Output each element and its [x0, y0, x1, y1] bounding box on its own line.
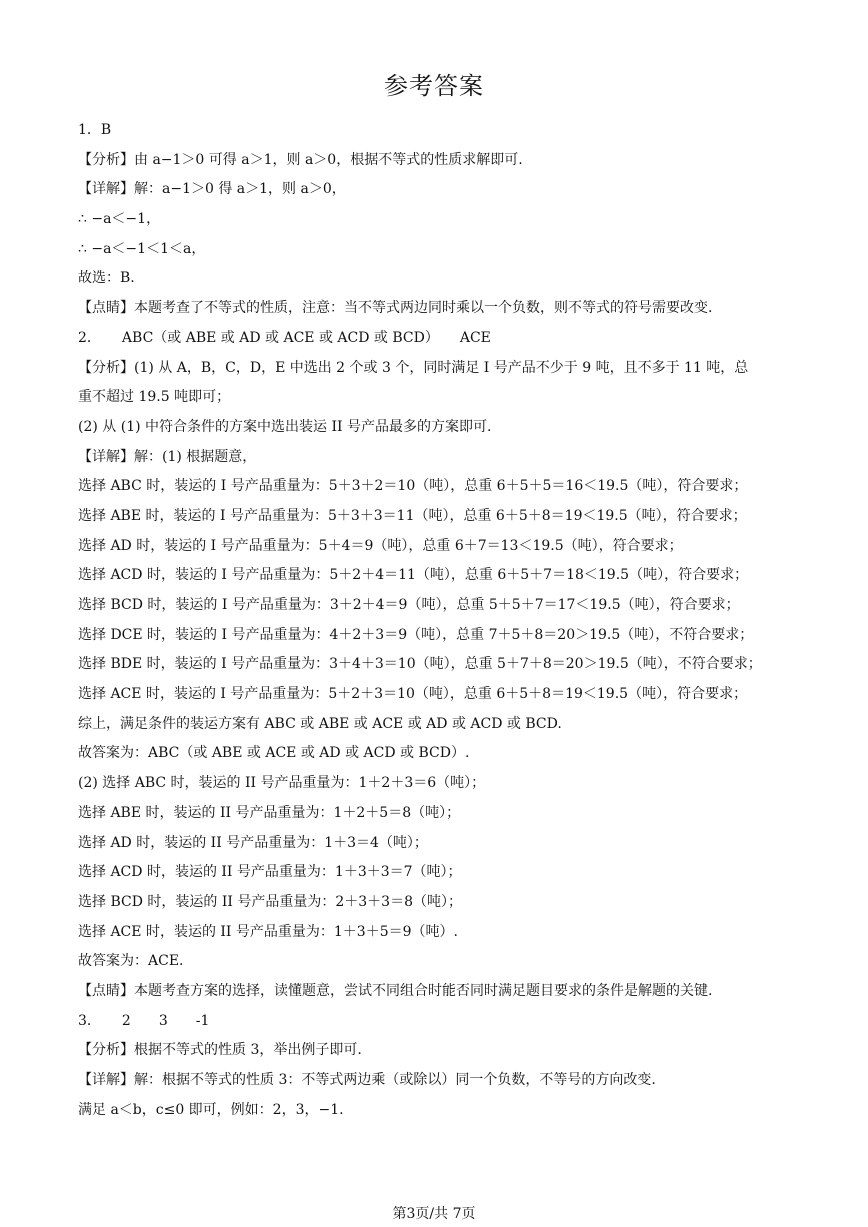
text-line: 2． ABC（或 ABE 或 AD 或 ACE 或 ACD 或 BCD） ACE — [78, 329, 491, 346]
text-line: 【详解】解：根据不等式的性质 3：不等式两边乘（或除以）同一个负数，不等号的方向改变. — [78, 1072, 656, 1088]
text-line: (2) 选择 ABC 时，装运的 II 号产品重量为：1＋2＋3＝6（吨）； — [78, 775, 486, 792]
text-line: 选择 ABE 时，装运的 II 号产品重量为：1＋2＋5＝8（吨）； — [78, 804, 461, 821]
text-line: 满足 a＜b，c≤0 即可，例如：2，3，−1. — [78, 1101, 344, 1118]
text-line: 选择 ABE 时，装运的 I 号产品重量为：5＋3＋3＝11（吨），总重 6＋5＋8＝19＜19.5（吨），符合要求； — [78, 507, 747, 524]
page-title: 参考答案 — [384, 72, 484, 100]
text-line: 选择 BCD 时，装运的 I 号产品重量为：3＋2＋4＝9（吨），总重 5＋5＋7＝17＜19.5（吨），符合要求； — [78, 597, 740, 613]
text-line: 选择 ACE 时，装运的 II 号产品重量为：1＋3＋5＝9（吨）. — [78, 923, 458, 940]
text-line: 选择 AD 时，装运的 I 号产品重量为：5＋4＝9（吨），总重 6＋7＝13＜19.5（吨），符合要求； — [78, 537, 683, 554]
text-line: 【分析】(1) 从 A，B，C，D，E 中选出 2 个或 3 个，同时满足 I 号产品不少于 9 吨，且不多于 11 吨，总 — [78, 359, 749, 376]
text-line: 选择 ACD 时，装运的 II 号产品重量为：1＋3＋3＝7（吨）； — [78, 864, 462, 881]
text-line: 选择 BCD 时，装运的 II 号产品重量为：2＋3＋3＝8（吨）； — [78, 893, 462, 910]
text-line: 【点睛】本题考查了不等式的性质，注意：当不等式两边同时乘以一个负数，则不等式的符号需要改变. — [78, 300, 713, 317]
text-line: ∴ −a＜−1， — [78, 211, 161, 228]
text-line: 故答案为：ABC（或 ABE 或 ACE 或 AD 或 ACD 或 BCD）. — [78, 745, 470, 762]
text-line: 3． 2 3 -1 — [78, 1012, 210, 1029]
text-line: 故选：B. — [78, 270, 135, 287]
text-line: 选择 BDE 时，装运的 I 号产品重量为：3＋4＋3＝10（吨），总重 5＋7＋8＝20＞19.5（吨），不符合要求； — [78, 656, 762, 673]
text-line: 1．B — [78, 122, 112, 138]
text-line: 重不超过 19.5 吨即可； — [78, 389, 231, 406]
text-line: 【点睛】本题考查方案的选择，读懂题意，尝试不同组合时能否同时满足题目要求的条件是解题的关键. — [78, 982, 713, 999]
text-line: 【分析】由 a−1＞0 可得 a＞1，则 a＞0，根据不等式的性质求解即可. — [78, 151, 523, 168]
page-footer: 第3页/共 7页 — [392, 1206, 476, 1222]
text-line: 选择 ACE 时，装运的 I 号产品重量为：5＋2＋3＝10（吨），总重 6＋5＋8＝19＜19.5（吨），符合要求； — [78, 686, 748, 703]
text-line: 选择 ABC 时，装运的 I 号产品重量为：5＋3＋2＝10（吨），总重 6＋5＋5＝16＜19.5（吨），符合要求； — [78, 478, 748, 495]
text-line: 选择 ACD 时，装运的 I 号产品重量为：5＋2＋4＝11（吨），总重 6＋5＋7＝18＜19.5（吨），符合要求； — [78, 567, 749, 584]
text-line: 【详解】解：a−1＞0 得 a＞1，则 a＞0， — [78, 181, 346, 198]
text-line: 故答案为：ACE. — [78, 953, 184, 970]
text-line: 选择 DCE 时，装运的 I 号产品重量为：4＋2＋3＝9（吨），总重 7＋5＋8＝20＞19.5（吨），不符合要求； — [78, 626, 754, 643]
text-line: 综上，满足条件的装运方案有 ABC 或 ABE 或 ACE 或 AD 或 ACD 或 BCD. — [78, 715, 562, 732]
text-line: ∴ −a＜−1＜1＜a， — [78, 240, 206, 257]
text-line: 选择 AD 时，装运的 II 号产品重量为：1＋3＝4（吨）； — [78, 834, 428, 851]
answer-content — [78, 116, 794, 1125]
text-line: (2) 从 (1) 中符合条件的方案中选出装运 II 号产品最多的方案即可. — [78, 418, 492, 435]
text-line: 【分析】根据不等式的性质 3，举出例子即可. — [78, 1042, 362, 1059]
text-line: 【详解】解：(1) 根据题意， — [78, 448, 257, 465]
